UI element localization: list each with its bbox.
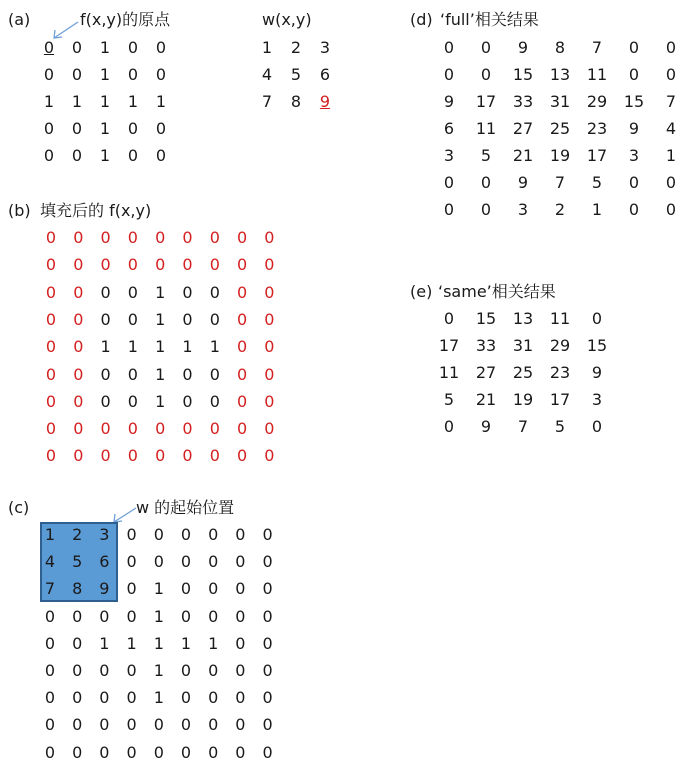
matrix-cell: 0	[182, 255, 193, 275]
matrix-cell: 0	[180, 606, 192, 626]
matrix-cell: 0	[127, 38, 139, 57]
matrix-cell: 9	[517, 38, 529, 57]
matrix-cell: 9	[99, 579, 110, 599]
matrix-cell: 0	[235, 688, 246, 708]
matrix-cell: 1	[155, 282, 166, 302]
matrix-cell: 0	[100, 309, 111, 329]
matrix-cell: 0	[127, 364, 138, 384]
matrix-cell: 0	[99, 688, 110, 708]
matrix-cell: 0	[44, 715, 56, 735]
matrix-cell: 1	[155, 92, 167, 111]
matrix-cell: 15	[512, 65, 534, 84]
matrix-cell: 0	[100, 419, 111, 439]
matrix-cell: 0	[126, 661, 137, 680]
matrix-cell: 0	[127, 65, 139, 84]
matrix-cell: 1	[99, 633, 110, 653]
matrix-cell: 0	[73, 309, 84, 329]
matrix-cell: 0	[155, 446, 166, 466]
matrix-cell: 0	[44, 688, 56, 708]
matrix-cell: 0	[237, 309, 248, 329]
matrix-cell: 0	[99, 661, 110, 680]
matrix-cell: 1	[155, 391, 166, 411]
panel-e-title: ‘same’相关结果	[438, 282, 556, 301]
matrix-cell: 0	[237, 282, 248, 302]
matrix-cell: 0	[155, 65, 167, 84]
matrix-cell: 0	[73, 419, 84, 439]
matrix-cell: 33	[475, 336, 497, 355]
matrix-cell: 0	[73, 255, 84, 275]
matrix-cell: 0	[43, 119, 55, 138]
matrix-cell: 0	[443, 309, 455, 328]
matrix-cell: 0	[591, 309, 603, 328]
matrix-cell: 0	[72, 606, 83, 626]
matrix-cell: 0	[71, 38, 83, 57]
matrix-cell: 0	[209, 446, 220, 466]
matrix-cell: 0	[43, 65, 55, 84]
matrix-cell: 1	[99, 38, 111, 57]
matrix-cell: 0	[235, 715, 246, 735]
matrix-cell: 4	[665, 119, 677, 138]
matrix-cell: 7	[591, 38, 603, 57]
matrix-cell: 0	[153, 742, 164, 762]
matrix-cell: 1	[99, 65, 111, 84]
panel-c-note: w 的起始位置	[136, 498, 235, 517]
matrix-cell: 0	[127, 391, 138, 411]
matrix-cell: 0	[264, 255, 275, 275]
matrix-cell: 0	[262, 579, 273, 599]
matrix-cell: 5	[290, 65, 302, 84]
matrix-cell: 0	[44, 633, 56, 653]
matrix-cell: 17	[586, 146, 608, 165]
matrix-cell: 0	[208, 606, 219, 626]
matrix-cell: 1	[99, 119, 111, 138]
matrix-cell: 0	[100, 282, 111, 302]
matrix-cell: 0	[127, 255, 138, 275]
matrix-cell: 4	[44, 552, 56, 572]
matrix-cell: 0	[665, 65, 677, 84]
matrix-cell: 7	[554, 173, 566, 192]
matrix-cell: 0	[100, 364, 111, 384]
matrix-cell: 0	[235, 661, 246, 680]
matrix-cell: 0	[180, 579, 192, 599]
matrix-cell: 11	[438, 363, 460, 382]
matrix-cell: 0	[182, 282, 193, 302]
matrix-cell: 0	[45, 282, 57, 302]
matrix-cell: 0	[182, 364, 193, 384]
matrix-cell: 1	[71, 92, 83, 111]
matrix-cell: 1	[43, 92, 55, 111]
matrix-cell: 1	[591, 200, 603, 219]
matrix-cell: 5	[72, 552, 83, 572]
matrix-cell: 0	[443, 38, 455, 57]
matrix-cell: 0	[127, 119, 139, 138]
matrix-cell: 7	[517, 417, 529, 436]
matrix-cell: 0	[628, 65, 640, 84]
matrix-cell: 25	[549, 119, 571, 138]
matrix-cell: 0	[155, 255, 166, 275]
matrix-cell: 3	[517, 200, 529, 219]
panel-a-label: (a)	[8, 10, 31, 29]
matrix-cell: 0	[628, 200, 640, 219]
matrix-cell: 0	[235, 579, 246, 599]
matrix-cell: 17	[475, 92, 497, 111]
matrix-cell: 0	[71, 65, 83, 84]
matrix-cell: 0	[126, 742, 137, 762]
matrix-cell: 0	[262, 525, 273, 544]
matrix-cell: 0	[182, 228, 193, 247]
matrix-cell: 0	[73, 228, 84, 247]
matrix-cell: 0	[99, 742, 110, 762]
matrix-cell: 29	[586, 92, 608, 111]
matrix-cell: 0	[127, 228, 138, 247]
matrix-cell: 7	[261, 92, 273, 111]
matrix-cell: 0	[155, 38, 167, 57]
matrix-cell: 0	[153, 525, 164, 544]
matrix-cell: 0	[264, 446, 275, 466]
matrix-cell: 0	[45, 446, 57, 466]
matrix-cell: 0	[208, 688, 219, 708]
matrix-cell: 15	[475, 309, 497, 328]
matrix-cell: 0	[73, 391, 84, 411]
matrix-cell: 0	[237, 228, 248, 247]
matrix-cell: 1	[182, 337, 193, 357]
matrix-cell: 1	[208, 633, 219, 653]
matrix-cell: 0	[45, 419, 57, 439]
matrix-cell: 0	[45, 309, 57, 329]
panel-a-w-title: w(x,y)	[262, 10, 312, 29]
matrix-cell: 0	[43, 38, 55, 57]
matrix-cell: 0	[127, 309, 138, 329]
matrix-cell: 23	[586, 119, 608, 138]
matrix-cell: 0	[182, 446, 193, 466]
matrix-cell: 8	[72, 579, 83, 599]
matrix-cell: 0	[127, 146, 139, 165]
matrix-cell: 0	[264, 309, 275, 329]
matrix-cell: 0	[126, 715, 137, 735]
matrix-cell: 0	[45, 228, 57, 247]
matrix-cell: 0	[99, 715, 110, 735]
matrix-cell: 0	[182, 309, 193, 329]
matrix-cell: 0	[45, 337, 57, 357]
matrix-cell: 0	[264, 419, 275, 439]
matrix-cell: 8	[290, 92, 302, 111]
matrix-cell: 19	[549, 146, 571, 165]
matrix-cell: 0	[237, 391, 248, 411]
matrix-cell: 0	[45, 391, 57, 411]
matrix-cell: 0	[99, 606, 110, 626]
matrix-cell: 15	[623, 92, 645, 111]
matrix-cell: 1	[155, 337, 166, 357]
matrix-cell: 0	[155, 119, 167, 138]
matrix-cell: 1	[155, 309, 166, 329]
matrix-cell: 0	[44, 606, 56, 626]
matrix-cell: 0	[44, 661, 56, 680]
matrix-cell: 0	[264, 282, 275, 302]
panel-d-label: (d)	[410, 10, 433, 29]
matrix-cell: 27	[475, 363, 497, 382]
matrix-cell: 0	[126, 688, 137, 708]
matrix-cell: 0	[480, 65, 492, 84]
matrix-cell: 0	[72, 742, 83, 762]
matrix-cell: 1	[209, 337, 220, 357]
matrix-cell: 2	[72, 525, 83, 544]
matrix-cell: 9	[443, 92, 455, 111]
matrix-cell: 6	[443, 119, 455, 138]
matrix-cell: 0	[126, 552, 137, 572]
matrix-cell: 0	[155, 146, 167, 165]
matrix-cell: 0	[180, 742, 192, 762]
matrix-cell: 0	[208, 579, 219, 599]
matrix-cell: 0	[182, 419, 193, 439]
matrix-cell: 9	[319, 92, 331, 111]
matrix-cell: 0	[72, 633, 83, 653]
matrix-cell: 0	[235, 606, 246, 626]
matrix-cell: 0	[443, 65, 455, 84]
matrix-cell: 7	[44, 579, 56, 599]
matrix-cell: 0	[209, 228, 220, 247]
matrix-cell: 3	[319, 38, 331, 57]
matrix-cell: 13	[549, 65, 571, 84]
matrix-cell: 13	[512, 309, 534, 328]
matrix-cell: 0	[237, 364, 248, 384]
matrix-cell: 0	[480, 38, 492, 57]
matrix-cell: 5	[554, 417, 566, 436]
matrix-cell: 9	[480, 417, 492, 436]
matrix-cell: 0	[264, 391, 275, 411]
matrix-cell: 0	[72, 715, 83, 735]
matrix-cell: 0	[237, 419, 248, 439]
matrix-cell: 0	[73, 282, 84, 302]
matrix-cell: 5	[480, 146, 492, 165]
matrix-cell: 0	[209, 255, 220, 275]
matrix-cell: 0	[208, 552, 219, 572]
matrix-cell: 31	[512, 336, 534, 355]
matrix-cell: 0	[208, 525, 219, 544]
matrix-cell: 0	[72, 688, 83, 708]
panel-a-origin-note: f(x,y)的原点	[80, 10, 171, 29]
matrix-cell: 0	[443, 200, 455, 219]
matrix-cell: 0	[126, 525, 137, 544]
matrix-cell: 1	[153, 579, 164, 599]
matrix-cell: 0	[264, 364, 275, 384]
matrix-cell: 9	[628, 119, 640, 138]
matrix-cell: 0	[182, 391, 193, 411]
matrix-cell: 0	[480, 173, 492, 192]
matrix-cell: 1	[153, 688, 164, 708]
matrix-cell: 0	[155, 419, 166, 439]
matrix-cell: 3	[99, 525, 110, 544]
matrix-cell: 17	[438, 336, 460, 355]
matrix-cell: 27	[512, 119, 534, 138]
panel-c-label: (c)	[8, 498, 30, 517]
matrix-cell: 0	[73, 337, 84, 357]
matrix-cell: 0	[71, 146, 83, 165]
matrix-cell: 0	[72, 661, 83, 680]
matrix-cell: 0	[73, 364, 84, 384]
matrix-cell: 1	[99, 146, 111, 165]
matrix-cell: 5	[591, 173, 603, 192]
matrix-cell: 11	[586, 65, 608, 84]
matrix-cell: 1	[180, 633, 192, 653]
matrix-cell: 5	[443, 390, 455, 409]
panel-b-title: 填充后的 f(x,y)	[40, 201, 152, 220]
matrix-cell: 23	[549, 363, 571, 382]
matrix-cell: 15	[586, 336, 608, 355]
matrix-cell: 21	[512, 146, 534, 165]
matrix-cell: 0	[100, 255, 111, 275]
matrix-cell: 0	[262, 688, 273, 708]
matrix-cell: 0	[44, 742, 56, 762]
matrix-cell: 0	[100, 391, 111, 411]
matrix-cell: 1	[153, 633, 164, 653]
matrix-cell: 0	[209, 391, 220, 411]
matrix-cell: 0	[126, 606, 137, 626]
matrix-cell: 0	[237, 255, 248, 275]
matrix-cell: 0	[180, 715, 192, 735]
matrix-cell: 0	[628, 38, 640, 57]
matrix-cell: 0	[127, 446, 138, 466]
matrix-cell: 0	[480, 200, 492, 219]
matrix-cell: 0	[180, 661, 192, 680]
matrix-cell: 2	[290, 38, 302, 57]
matrix-cell: 1	[126, 633, 137, 653]
matrix-cell: 1	[665, 146, 677, 165]
matrix-cell: 0	[209, 419, 220, 439]
matrix-cell: 21	[475, 390, 497, 409]
matrix-cell: 0	[209, 309, 220, 329]
matrix-cell: 0	[127, 419, 138, 439]
matrix-cell: 19	[512, 390, 534, 409]
matrix-cell: 0	[127, 282, 138, 302]
matrix-cell: 0	[262, 715, 273, 735]
matrix-cell: 0	[208, 661, 219, 680]
matrix-cell: 1	[261, 38, 273, 57]
panel-b-label: (b)	[8, 201, 31, 220]
panel-e-label: (e)	[410, 282, 433, 301]
matrix-cell: 9	[591, 363, 603, 382]
matrix-cell: 0	[665, 38, 677, 57]
matrix-cell: 0	[100, 228, 111, 247]
matrix-cell: 2	[554, 200, 566, 219]
matrix-cell: 0	[180, 552, 192, 572]
matrix-cell: 0	[100, 446, 111, 466]
matrix-cell: 17	[549, 390, 571, 409]
panel-d-title: ‘full’相关结果	[440, 10, 539, 29]
matrix-cell: 0	[209, 282, 220, 302]
matrix-cell: 6	[99, 552, 110, 572]
matrix-cell: 1	[44, 525, 56, 544]
matrix-cell: 1	[153, 661, 164, 680]
matrix-cell: 1	[153, 606, 164, 626]
matrix-cell: 3	[591, 390, 603, 409]
matrix-cell: 0	[262, 661, 273, 680]
matrix-cell: 0	[628, 173, 640, 192]
matrix-cell: 0	[237, 337, 248, 357]
matrix-cell: 4	[261, 65, 273, 84]
matrix-cell: 0	[71, 119, 83, 138]
matrix-cell: 0	[126, 579, 137, 599]
matrix-cell: 31	[549, 92, 571, 111]
matrix-cell: 0	[264, 337, 275, 357]
matrix-cell: 0	[262, 742, 273, 762]
matrix-cell: 0	[443, 417, 455, 436]
matrix-cell: 0	[208, 742, 219, 762]
matrix-cell: 0	[235, 633, 246, 653]
matrix-cell: 0	[665, 173, 677, 192]
matrix-cell: 7	[665, 92, 677, 111]
matrix-cell: 0	[262, 633, 273, 653]
matrix-cell: 3	[443, 146, 455, 165]
matrix-cell: 1	[127, 92, 139, 111]
matrix-cell: 0	[237, 446, 248, 466]
matrix-cell: 1	[100, 337, 111, 357]
matrix-cell: 1	[127, 337, 138, 357]
matrix-cell: 0	[235, 742, 246, 762]
matrix-cell: 0	[155, 228, 166, 247]
matrix-cell: 0	[235, 525, 246, 544]
matrix-cell: 0	[262, 552, 273, 572]
matrix-cell: 11	[549, 309, 571, 328]
matrix-cell: 0	[443, 173, 455, 192]
matrix-cell: 0	[153, 715, 164, 735]
matrix-cell: 0	[591, 417, 603, 436]
matrix-cell: 0	[153, 552, 164, 572]
matrix-cell: 11	[475, 119, 497, 138]
matrix-cell: 6	[319, 65, 331, 84]
matrix-cell: 33	[512, 92, 534, 111]
matrix-cell: 1	[99, 92, 111, 111]
matrix-cell: 0	[209, 364, 220, 384]
matrix-cell: 25	[512, 363, 534, 382]
matrix-cell: 0	[45, 255, 57, 275]
matrix-cell: 0	[235, 552, 246, 572]
matrix-cell: 1	[155, 364, 166, 384]
matrix-cell: 0	[45, 364, 57, 384]
matrix-cell: 3	[628, 146, 640, 165]
matrix-cell: 0	[264, 228, 275, 247]
matrix-cell: 0	[73, 446, 84, 466]
matrix-cell: 9	[517, 173, 529, 192]
matrix-cell: 0	[665, 200, 677, 219]
matrix-cell: 0	[262, 606, 273, 626]
matrix-cell: 0	[180, 525, 192, 544]
matrix-cell: 29	[549, 336, 571, 355]
matrix-cell: 8	[554, 38, 566, 57]
matrix-cell: 0	[180, 688, 192, 708]
matrix-cell: 0	[43, 146, 55, 165]
matrix-cell: 0	[208, 715, 219, 735]
